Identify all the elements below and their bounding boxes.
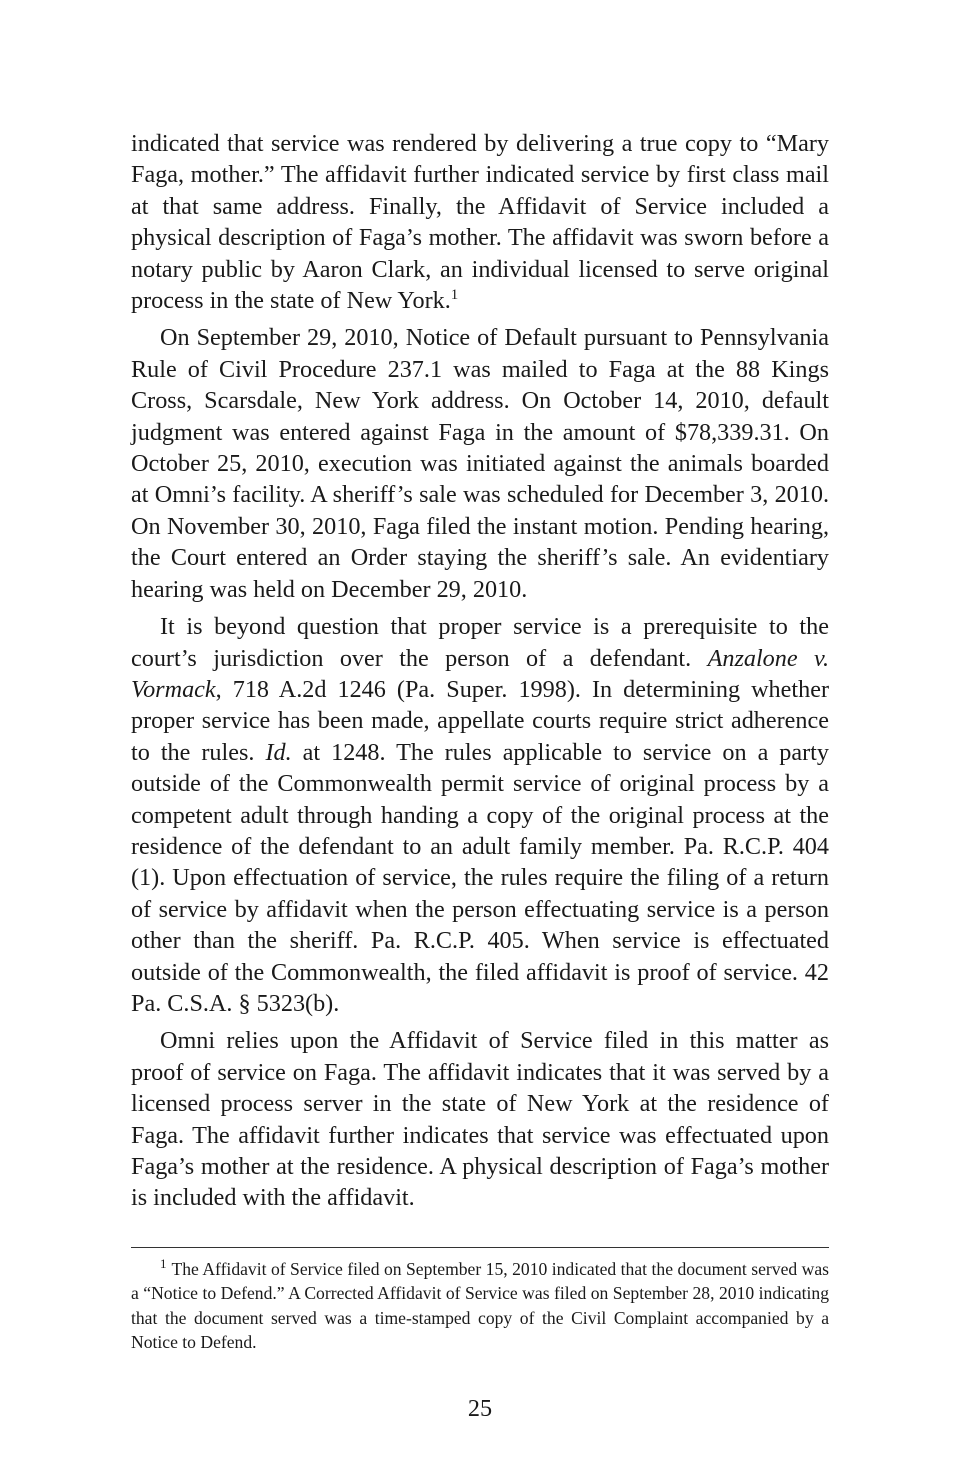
paragraph-4-text: Omni relies upon the Affidavit of Service filed in this matter as proof of service on Faga. The affidavit indicates that it was served by a licensed process server in the state of New York at the residence of Faga. The affidavit further indicates that service was effectuated upon Faga’s mother at the residence. A physical description of Faga’s mother is included with the affidavit. — [131, 1027, 829, 1212]
footnote-divider — [131, 1247, 829, 1248]
footnote-reference: 1 — [450, 287, 459, 304]
paragraph-1 — [131, 128, 829, 316]
citation-id: Id. — [265, 738, 292, 766]
paragraph-3-text-b: , 718 A.2d 1246 (Pa. Super. 1998). In determining whether proper service has been made, appellate courts require strict adherence to the rules. — [131, 675, 829, 766]
case-citation-anzalone: Anzalone v. Vormack — [131, 644, 829, 703]
paragraph-3-text-c: at 1248. The rules applicable to service on a party outside of the Commonwealth permit service of original process by a competent adult through handing a copy of the original process at the residence of the defendant to an adult family member. Pa. R.C.P. 404 (1). Upon effectuation of service, the rules require the filing of a return of service by affidavit when the person effectuating service is a person other than the sheriff. Pa. R.C.P. 405. When service is effectuated outside of the Commonwealth, the filed affidavit is proof of service. 42 Pa. C.S.A. § 5323(b). — [131, 738, 829, 1017]
page-number: 25 — [467, 1395, 493, 1422]
body-text — [131, 128, 829, 1220]
paragraph-2-text: On September 29, 2010, Notice of Default pursuant to Pennsylvania Rule of Civil Procedure 237.1 was mailed to Faga at the 88 Kings Cross, Scarsdale, New York address. On October 14, 2010, default judgment was entered against Faga in the amount of $78,339.31. On October 25, 2010, execution was initiated against the animals boarded at Omni’s facility. A sheriff’s sale was scheduled for December 3, 2010. On November 30, 2010, Faga filed the instant motion. Pending hearing, the Court entered an Order staying the sheriff’s sale. An evidentiary hearing was held on December 29, 2010. — [131, 324, 829, 603]
paragraph-3-text-a: It is beyond question that proper service is a prerequisite to the court’s jurisdiction over the person of a defendant. — [131, 613, 829, 672]
paragraph-4 — [131, 1025, 829, 1213]
footnote-1-text: The Affidavit of Service filed on September 15, 2010 indicated that the document served was a “Notice to Defend.” A Corrected Affidavit of Service was filed on September 28, 2010 indicating that the document served was a time-stamped copy of the Civil Complaint accompanied by a Notice to Defend. — [131, 1259, 829, 1353]
footnote-1 — [131, 1257, 829, 1355]
paragraph-1-text: indicated that service was rendered by delivering a true copy to “Mary Faga, mother.” The affidavit further indicated service by first class mail at that same address. Finally, the Affidavit of Service included a physical description of Faga’s mother. The affidavit was sworn before a notary public by Aaron Clark, an individual licensed to serve original process in the state of New York. — [131, 130, 829, 315]
footnote-mark: 1 — [160, 1256, 167, 1271]
footnotes — [131, 1257, 829, 1355]
paragraph-3 — [131, 611, 829, 1019]
paragraph-2 — [131, 322, 829, 605]
